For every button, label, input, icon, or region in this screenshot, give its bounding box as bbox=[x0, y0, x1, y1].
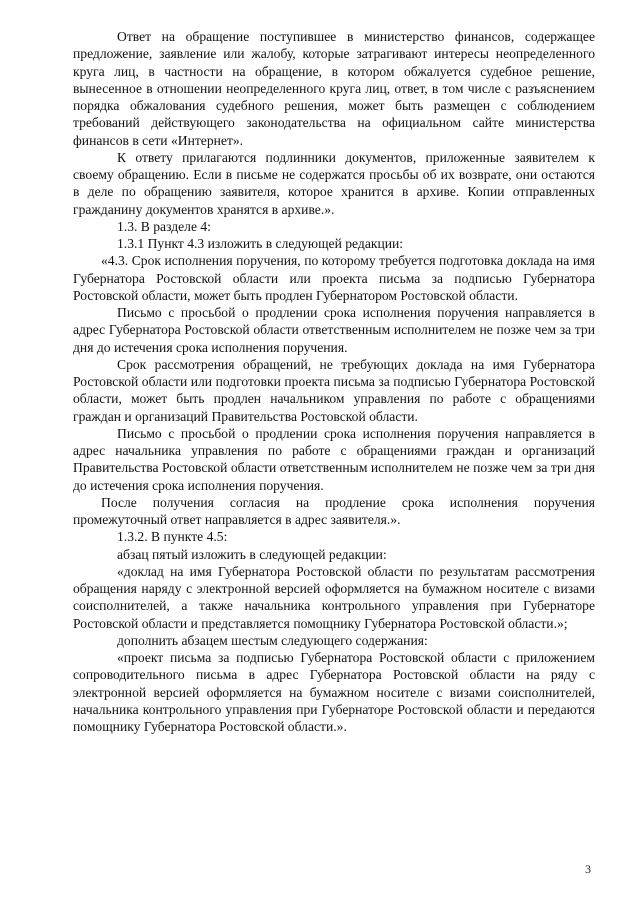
paragraph-clause-4-3-text: «4.3. Срок исполнения поручения, по которому требуется подготовка доклада на имя Губернатора Ростовской области или проекта письма за подписью Губернатора Ростовской области, может быть продлен Губернатором Ростовской области. bbox=[73, 253, 595, 303]
document-body bbox=[73, 28, 595, 735]
paragraph-report-text: «доклад на имя Губернатора Ростовской области по результатам рассмотрения обращения наряду с электронной версией оформляется на бумажном носителе с визами соисполнителей, а также начальника контрольного управления при Губернаторе Ростовской области и представляется помощнику Губернатора Ростовской области.»; bbox=[73, 563, 595, 631]
page-number: 3 bbox=[585, 862, 591, 876]
paragraph-clause-4-3-heading: 1.3.1 Пункт 4.3 изложить в следующей редакции: bbox=[117, 236, 404, 251]
paragraph-extension-letter-governor: Письмо с просьбой о продлении срока исполнения поручения направляется в адрес Губернатора Ростовской области ответственным исполнителем не позже чем за три дня до истечения срока исполнения поручения. bbox=[73, 305, 595, 355]
paragraph-section-4-heading: 1.3. В разделе 4: bbox=[117, 218, 211, 234]
paragraph-extension-letter-department: Письмо с просьбой о продлении срока исполнения поручения направляется в адрес начальника управления по работе с обращениями граждан и организаций Правительства Ростовской области ответственным исполнителем не позже чем за три дня до истечения срока исполнения поручения. bbox=[73, 425, 595, 493]
paragraph-review-term: Срок рассмотрения обращений, не требующих доклада на имя Губернатора Ростовской области или подготовки проекта письма за подписью Губернатора Ростовской области, может быть продлен начальником управления по работе с обращениями граждан и организаций Правительства Ростовской области. bbox=[73, 356, 595, 424]
paragraph-attached-documents: К ответу прилагаются подлинники документов, приложенные заявителем к своему обращению. Если в письме не содержатся просьбы об их возврате, они остаются в деле по обращению заявителя, которое хранится в архиве. Копии отправленных гражданину документов хранятся в архиве.». bbox=[73, 149, 595, 217]
paragraph-draft-letter-text: «проект письма за подписью Губернатора Ростовской области с приложением сопроводительного письма в адрес Губернатора Ростовской области на ряду с электронной версией оформляется на бумажном носителе с визами соисполнителей, начальника контрольного управления при Губернаторе Ростовской области и передаются помощнику Губернатора Ростовской области.». bbox=[73, 650, 595, 734]
paragraph-answer-publication: Ответ на обращение поступившее в министерство финансов, содержащее предложение, заявление или жалобу, которые затрагивают интересы неопределенного круга лиц, в частности на обращение, в котором обжалуется судебное решение, вынесенное в отношении неопределенного круга лиц, ответ, в том числе с разъяснением порядка обжалования судебного решения, может быть размещен с соблюдением требований действующего законодательства на официальном сайте министерства финансов в сети «Интернет». bbox=[73, 29, 595, 148]
paragraph-clause-4-5-heading: 1.3.2. В пункте 4.5: bbox=[117, 529, 228, 545]
paragraph-interim-answer: После получения согласия на продление срока исполнения поручения промежуточный ответ направляется в адрес заявителя.». bbox=[73, 494, 595, 527]
paragraph-fifth-subparagraph: абзац пятый изложить в следующей редакции: bbox=[117, 546, 387, 562]
paragraph-add-sixth-subparagraph: дополнить абзацем шестым следующего содержания: bbox=[117, 632, 428, 648]
